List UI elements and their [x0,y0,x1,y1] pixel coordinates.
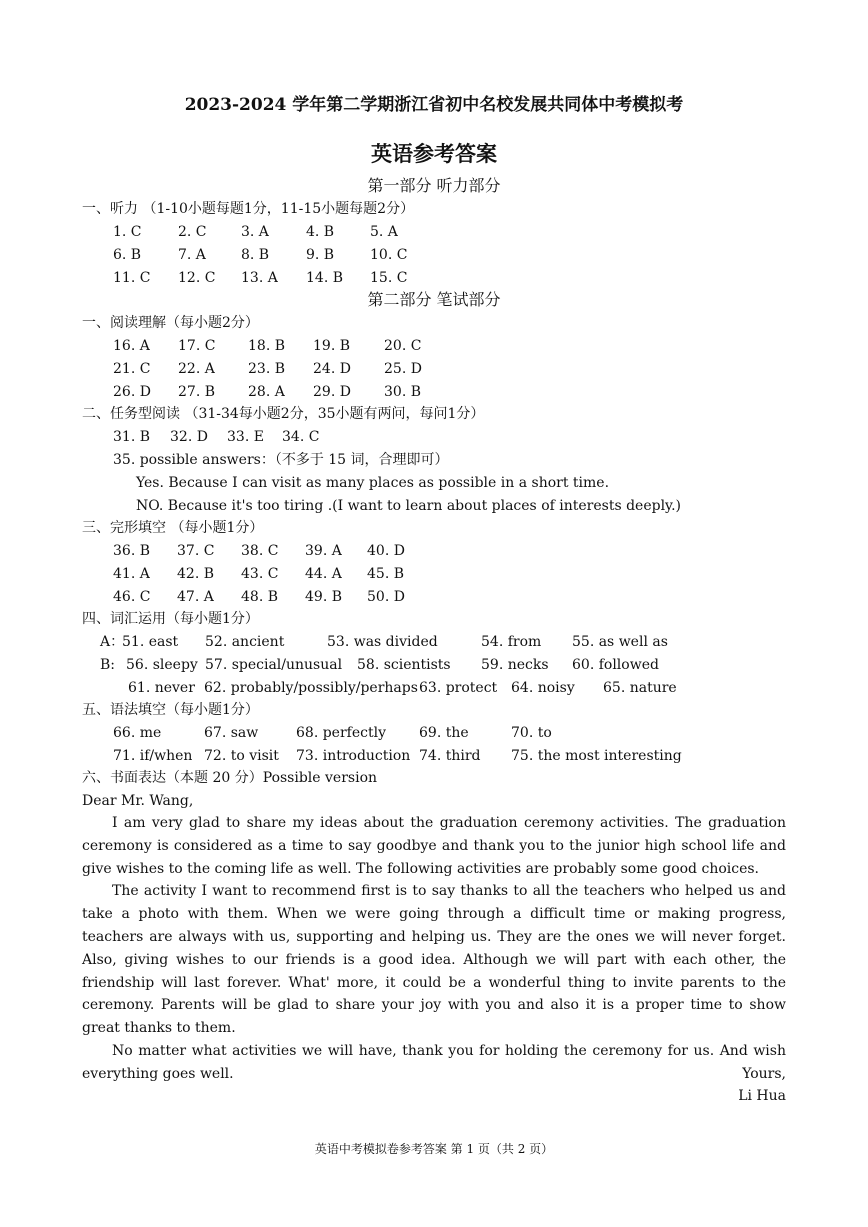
answer-cell: 22. A [178,361,215,377]
vocab-heading: 四、词汇运用（每小题1分） [82,611,259,627]
answer-cell: 46. C [113,589,151,605]
answer-cell: 16. A [113,338,150,354]
answer-cell: 72. to visit [204,748,279,764]
answer-cell: 1. C [113,224,142,240]
answer-cell: 75. the most interesting [511,748,682,764]
reading-heading: 一、阅读理解（每小题2分） [82,315,259,331]
answer-cell: 30. B [384,384,422,400]
answer-cell: 38. C [241,543,279,559]
answer-cell: 65. nature [603,680,677,696]
answer-cell: 68. perfectly [296,725,386,741]
writing-heading: 六、书面表达（本题 20 分）Possible version [82,770,378,786]
answer-cell: 70. to [511,725,552,741]
answer-cell: 53. was divided [327,634,438,650]
answer-cell: 15. C [370,270,408,286]
answer-cell: 71. if/when [113,748,193,764]
answer-cell: 7. A [178,247,206,263]
answer-cell: 36. B [113,543,151,559]
answer-cell: 73. introduction [296,748,411,764]
answer-cell: 2. C [178,224,207,240]
letter-paragraph: No matter what activities we will have, thank you for holding the ceremony for us. And wish everything goes well. [82,1042,786,1082]
answer-cell: 62. probably/possibly/perhaps [204,680,418,696]
grammar-heading: 五、语法填空（每小题1分） [82,702,259,718]
answer-cell: 31. B [113,429,151,445]
document-subtitle: 英语参考答案 [371,141,497,166]
answer-cell: 50. D [367,589,405,605]
answer-cell: 61. never [128,680,195,696]
answer-cell: 12. C [178,270,216,286]
answer-cell: 14. B [306,270,344,286]
letter-paragraph: I am very glad to share my ideas about the graduation ceremony activities. The graduation ceremony is considered as a time to say goodbye and thank you to the junior high school life and give wishes to the coming life as well. The following activities are probably some good choices. [82,815,786,877]
answer-cell: 24. D [313,361,351,377]
answer-cell: 27. B [178,384,216,400]
document-title: 2023-2024 学年第二学期浙江省初中名校发展共同体中考模拟考 [184,95,684,115]
answer-cell: 40. D [367,543,405,559]
task-reading-heading: 二、任务型阅读 （31-34每小题2分，35小题有两问，每问1分） [82,406,485,422]
answer-cell: 59. necks [481,657,549,673]
answer-cell: 4. B [306,224,335,240]
answer-cell: 34. C [282,429,320,445]
answer-cell: 67. saw [204,725,259,741]
answer-cell: 33. E [227,429,264,445]
answer-cell: 54. from [481,634,542,650]
answer-cell: 69. the [419,725,469,741]
answer-cell: 49. B [305,589,343,605]
answer-cell: 28. A [248,384,285,400]
answer-cell: 45. B [367,566,405,582]
answer-cell: 5. A [370,224,398,240]
answer-cell: 6. B [113,247,142,263]
answer-cell: 56. sleepy [126,657,198,673]
answer-cell: 63. protect [419,680,498,696]
row-label: A： [100,634,125,650]
answer-cell: 43. C [241,566,279,582]
answer-cell: 20. C [384,338,422,354]
answer-cell: 10. C [370,247,408,263]
letter-body [82,812,786,1086]
answer-cell: 51. east [122,634,179,650]
listening-heading: 一、听力 （1-10小题每题1分，11-15小题每题2分） [82,201,415,217]
answer-cell: 64. noisy [511,680,575,696]
answer-cell: 21. C [113,361,151,377]
answer-cell: 66. me [113,725,162,741]
answer-cell: 57. special/unusual [205,657,343,673]
answer-cell: 29. D [313,384,351,400]
answer-cell: 25. D [384,361,422,377]
answer-cell: 74. third [419,748,481,764]
answer-cell: 48. B [241,589,279,605]
answer-cell: 11. C [113,270,151,286]
part-one-heading: 第一部分 听力部分 [367,176,501,195]
answer-cell: 8. B [241,247,270,263]
part-two-heading: 第二部分 笔试部分 [367,290,501,309]
letter-paragraph: The activity I want to recommend first is to say thanks to all the teachers who helped us and take a photo with them. When we were going through a difficult time or making progress, teachers are always with us, supporting and helping us. They are the ones we will never forget. Also, giving wishes to our friends is a good idea. Although we will part with each other, the friendship will last forever. What' more, it could be a wonderful thing to invite parents to the ceremony. Parents will be glad to share your joy with you and also it is a proper time to show great thanks to them. [82,883,786,1037]
letter-closing: Yours, [742,1066,786,1082]
letter-signature: Li Hua [738,1088,786,1104]
answer-cell: 41. A [113,566,150,582]
letter-greeting: Dear Mr. Wang, [82,793,194,809]
page-footer: 英语中考模拟卷参考答案 第 1 页（共 2 页） [314,1142,554,1156]
answer-cell: 52. ancient [205,634,285,650]
q35-label: 35. possible answers：（不多于 15 词，合理即可） [113,452,449,468]
answer-cell: 9. B [306,247,335,263]
answer-cell: 13. A [241,270,278,286]
answer-cell: 37. C [177,543,215,559]
cloze-heading: 三、完形填空 （每小题1分） [82,520,264,536]
answer-cell: 42. B [177,566,215,582]
q35-no-answer: NO. Because it's too tiring .(I want to learn about places of interests deeply.) [136,498,682,514]
answer-cell: 58. scientists [357,657,451,673]
answer-cell: 23. B [248,361,286,377]
answer-cell: 60. followed [572,657,659,673]
row-label: B: [100,657,116,673]
answer-cell: 3. A [241,224,269,240]
answer-cell: 19. B [313,338,351,354]
answer-cell: 44. A [305,566,342,582]
answer-cell: 18. B [248,338,286,354]
answer-cell: 39. A [305,543,342,559]
answer-cell: 17. C [178,338,216,354]
q35-yes-answer: Yes. Because I can visit as many places as possible in a short time. [136,475,610,491]
answer-cell: 55. as well as [572,634,668,650]
answer-cell: 47. A [177,589,214,605]
answer-cell: 32. D [170,429,208,445]
answer-cell: 26. D [113,384,151,400]
